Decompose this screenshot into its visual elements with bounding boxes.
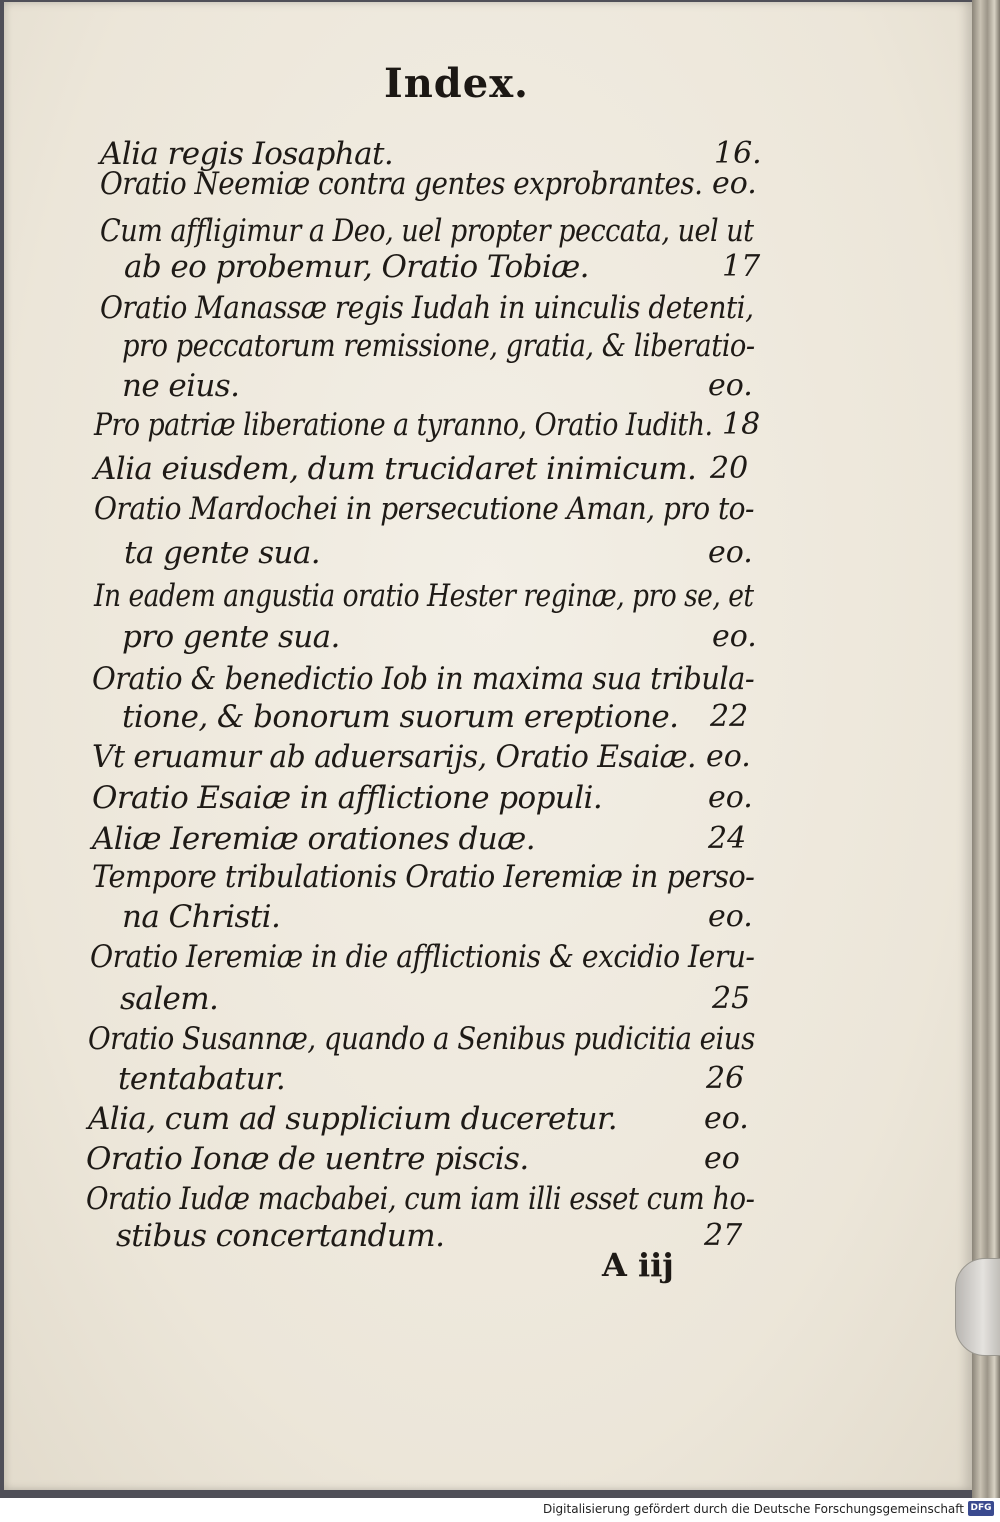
footer bbox=[0, 1498, 1000, 1522]
index-entry: ne eius. bbox=[122, 368, 240, 404]
index-page-number: 20 bbox=[710, 451, 749, 486]
footer-credit: Digitalisierung gefördert durch die Deutsche Forschungsgemeinschaft bbox=[542, 1502, 964, 1516]
index-page-number: 24 bbox=[708, 821, 747, 856]
index-entry: tentabatur. bbox=[118, 1061, 286, 1097]
book-page bbox=[4, 2, 972, 1490]
index-entry: Vt eruamur ab aduersarijs, Oratio Esaiæ. bbox=[92, 739, 696, 775]
index-entry: Cum affligimur a Deo, uel propter peccata, uel ut bbox=[100, 213, 754, 249]
index-page-number: eo. bbox=[708, 899, 753, 934]
index-entry: Oratio & benedictio Iob in maxima sua tribula- bbox=[92, 661, 755, 697]
index-entry: Oratio Mardochei in persecutione Aman, pro to- bbox=[94, 491, 754, 527]
page-header: Index. bbox=[384, 60, 529, 107]
index-entry: pro gente sua. bbox=[122, 619, 340, 655]
index-entry: Aliæ Ieremiæ orationes duæ. bbox=[92, 821, 535, 857]
index-page-number: 17 bbox=[722, 249, 761, 284]
index-entry: Oratio Manassæ regis Iudah in uinculis detenti, bbox=[100, 290, 754, 326]
dfg-logo-icon: DFG bbox=[968, 1501, 994, 1516]
index-entry: In eadem angustia oratio Hester reginæ, pro se, et bbox=[94, 578, 754, 614]
index-page-number: eo bbox=[704, 1141, 740, 1176]
index-entry: ta gente sua. bbox=[124, 535, 321, 571]
index-entry: Tempore tribulationis Oratio Ieremiæ in perso- bbox=[92, 859, 755, 895]
index-page-number: eo. bbox=[708, 368, 753, 403]
index-page-number: eo. bbox=[708, 780, 753, 815]
index-page-number: eo. bbox=[706, 739, 751, 774]
index-entry: Oratio Iudæ macbabei, cum iam illi esset cum ho- bbox=[86, 1181, 755, 1217]
index-page-number: 16. bbox=[714, 136, 762, 171]
index-entry: Pro patriæ liberatione a tyranno, Oratio Iudith. bbox=[94, 407, 713, 443]
index-entry: Oratio Ionæ de uentre piscis. bbox=[86, 1141, 529, 1177]
index-entry: Alia regis Iosaphat. bbox=[100, 136, 394, 172]
index-entry: stibus concertandum. bbox=[116, 1218, 445, 1254]
index-page-number: 26 bbox=[706, 1061, 745, 1096]
index-page-number: 22 bbox=[710, 699, 749, 734]
index-entry: Alia eiusdem, dum trucidaret inimicum. bbox=[94, 451, 697, 487]
index-page-number: eo. bbox=[712, 619, 757, 654]
page-clip bbox=[955, 1258, 1000, 1356]
index-page-number: eo. bbox=[712, 166, 757, 201]
index-entry: Oratio Susannæ, quando a Senibus pudicitia eius bbox=[88, 1021, 755, 1057]
index-page-number: 18 bbox=[722, 407, 761, 442]
index-page-number: 27 bbox=[704, 1218, 743, 1253]
index-page-number: eo. bbox=[708, 535, 753, 570]
index-page-number: 25 bbox=[712, 981, 751, 1016]
index-entry: Oratio Esaiæ in afflictione populi. bbox=[92, 780, 603, 816]
index-page-number: eo. bbox=[704, 1101, 749, 1136]
index-entry: pro peccatorum remissione, gratia, & liberatio- bbox=[122, 328, 755, 364]
index-entry: Alia, cum ad supplicium duceretur. bbox=[88, 1101, 618, 1137]
index-entry: tione, & bonorum suorum ereptione. bbox=[122, 699, 679, 735]
signature-mark: A iij bbox=[602, 1246, 674, 1284]
index-entry: Oratio Neemiæ contra gentes exprobrantes. bbox=[100, 166, 703, 202]
index-entry: ab eo probemur, Oratio Tobiæ. bbox=[124, 249, 589, 285]
index-entry: na Christi. bbox=[122, 899, 281, 935]
index-entry: Oratio Ieremiæ in die afflictionis & excidio Ieru- bbox=[90, 939, 755, 975]
index-entry: salem. bbox=[120, 981, 219, 1017]
